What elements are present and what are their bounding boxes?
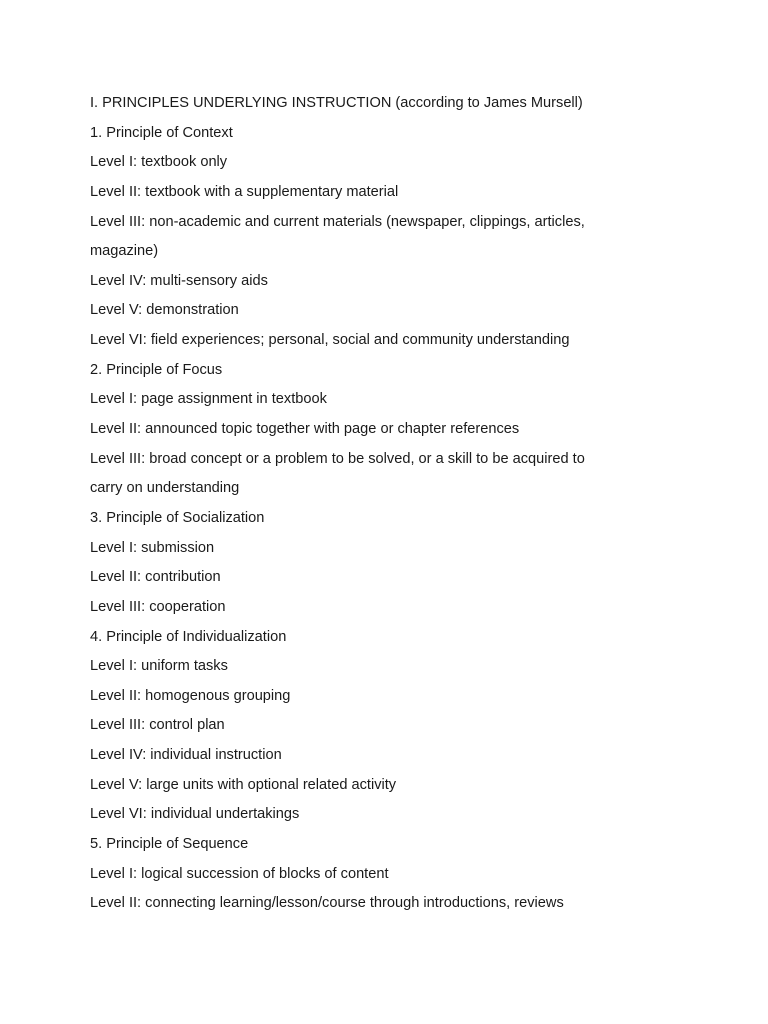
text-line: Level II: connecting learning/lesson/course through introductions, reviews: [90, 895, 564, 912]
text-line: Level II: contribution: [90, 569, 221, 586]
text-line: Level V: demonstration: [90, 302, 239, 319]
text-line: Level IV: multi-sensory aids: [90, 272, 268, 289]
principle-heading-context: 1. Principle of Context: [90, 124, 233, 141]
text-line: Level II: announced topic together with page or chapter references: [90, 421, 520, 438]
text-line: Level III: non-academic and current materials (newspaper, clippings, articles,: [90, 213, 585, 230]
section-heading: I. PRINCIPLES UNDERLYING INSTRUCTION (according to James Mursell): [90, 95, 583, 111]
principle-heading-individualization: 4. Principle of Individualization: [90, 628, 287, 645]
text-line: Level I: logical succession of blocks of content: [90, 865, 389, 882]
principle-heading-sequence: 5. Principle of Sequence: [90, 836, 249, 853]
text-line: magazine): [90, 243, 159, 260]
text-line: Level IV: individual instruction: [90, 747, 282, 764]
text-line: Level VI: field experiences; personal, social and community understanding: [90, 332, 570, 349]
document-body: [90, 89, 730, 919]
text-line: Level I: textbook only: [90, 154, 228, 171]
text-line: Level II: homogenous grouping: [90, 687, 291, 704]
text-line: Level III: control plan: [90, 717, 225, 734]
text-line: Level III: cooperation: [90, 598, 226, 615]
text-line: carry on understanding: [90, 480, 240, 497]
text-line: Level I: uniform tasks: [90, 658, 228, 675]
text-line: Level I: submission: [90, 539, 215, 556]
principle-heading-socialization: 3. Principle of Socialization: [90, 509, 265, 526]
text-line: Level VI: individual undertakings: [90, 806, 300, 823]
text-line: Level V: large units with optional related activity: [90, 776, 397, 793]
text-line: Level II: textbook with a supplementary material: [90, 183, 399, 200]
text-line: Level III: broad concept or a problem to be solved, or a skill to be acquired to: [90, 450, 585, 467]
principle-heading-focus: 2. Principle of Focus: [90, 361, 223, 378]
text-line: Level I: page assignment in textbook: [90, 391, 327, 408]
